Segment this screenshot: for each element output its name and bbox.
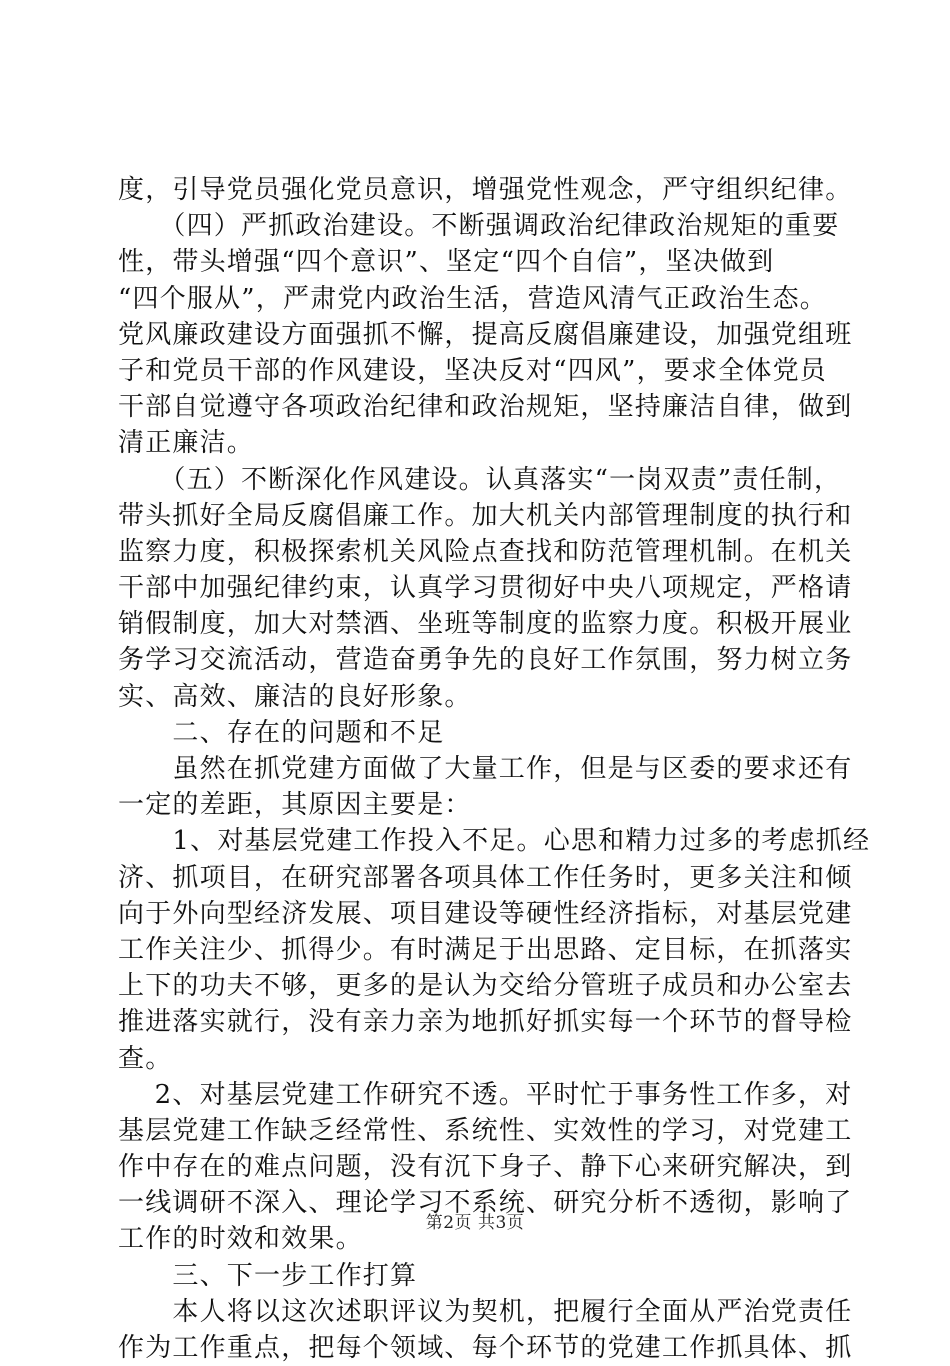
section-heading: 二、存在的问题和不足 [118,717,445,748]
text-line: 干部中加强纪律约束，认真学习贯彻好中央八项规定，严格请 [118,573,853,604]
text-line: 带头抓好全局反腐倡廉工作。加大机关内部管理制度的执行和 [118,500,853,531]
text-line: 度，引导党员强化党员意识，增强党性观念，严守组织纪律。 [118,175,853,205]
section-heading: 三、下一步工作打算 [118,1260,418,1291]
text-line: 上下的功夫不够，更多的是认为交给分管班子成员和办公室去 [118,971,853,1002]
text-line: 性，带头增强“四个意识”、坚定“四个自信”，坚决做到 [118,247,775,278]
body-text [118,172,871,1366]
text-line: 推进落实就行，没有亲力亲为地抓好抓实每一个环节的督导检 [118,1007,853,1038]
page-footer: 第2页 共3页 [425,1213,525,1233]
text-line: 1、对基层党建工作投入不足。心思和精力过多的考虑抓经 [118,826,871,857]
text-line: 查。 [118,1043,173,1074]
text-line: 本人将以这次述职评议为契机，把履行全面从严治党责任 [118,1296,853,1327]
text-line: 监察力度，积极探索机关风险点查找和防范管理机制。在机关 [118,536,853,567]
text-line: 子和党员干部的作风建设，坚决反对“四风”，要求全体党员 [118,355,827,386]
text-line: 实、高效、廉洁的良好形象。 [118,681,472,712]
text-line: 工作关注少、抓得少。有时满足于出思路、定目标，在抓落实 [118,934,853,965]
text-line: 务学习交流活动，营造奋勇争先的良好工作氛围，努力树立务 [118,645,853,676]
text-line: 作中存在的难点问题，没有沉下身子、静下心来研究解决，到 [118,1152,853,1183]
text-line: 济、抓项目，在研究部署各项具体工作任务时，更多关注和倾 [118,862,853,893]
text-line: 清正廉洁。 [118,428,255,459]
text-line: 基层党建工作缺乏经常性、系统性、实效性的学习，对党建工 [118,1115,853,1146]
text-line: （五）不断深化作风建设。认真落实“一岗双责”责任制， [118,464,842,495]
text-line: 虽然在抓党建方面做了大量工作，但是与区委的要求还有 [118,754,853,784]
text-line: 2、对基层党建工作研究不透。平时忙于事务性工作多，对 [118,1079,853,1110]
text-line: 干部自觉遵守各项政治纪律和政治规矩，坚持廉洁自律，做到 [118,392,853,423]
text-line: 向于外向型经济发展、项目建设等硬性经济指标，对基层党建 [118,898,853,929]
text-line: 工作的时效和效果。 [118,1224,363,1255]
text-line: 作为工作重点，把每个领域、每个环节的党建工作抓具体、抓 [118,1333,853,1363]
text-line: 销假制度，加大对禁酒、坐班等制度的监察力度。积极开展业 [118,609,853,640]
text-line: 党风廉政建设方面强抓不懈，提高反腐倡廉建设，加强党组班 [118,319,853,350]
text-line: 一定的差距，其原因主要是： [118,790,472,821]
text-line: （四）严抓政治建设。不断强调政治纪律政治规矩的重要 [118,211,840,242]
text-line: 一线调研不深入、理论学习不系统、研究分析不透彻，影响了 [118,1188,853,1219]
text-line: “四个服从”，严肃党内政治生活，营造风清气正政治生态。 [118,283,827,314]
